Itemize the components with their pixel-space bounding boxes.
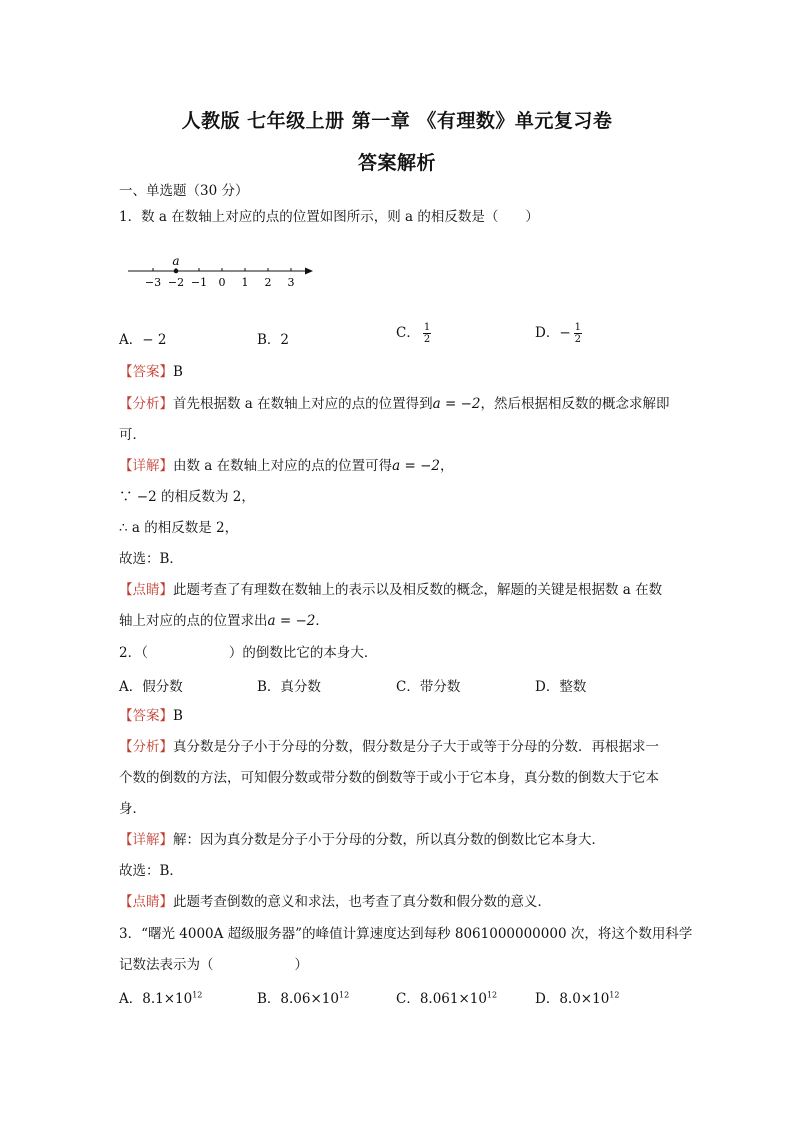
number-line-point-label: a [172, 254, 180, 268]
fraction: $\frac{1}{2}$ [423, 322, 431, 345]
number-line-tick-label: 0 [218, 276, 226, 289]
page-subtitle: 答案解析 [357, 152, 436, 174]
q3-stem-cont: 记数法表示为（ ） [119, 957, 308, 973]
q3-option-c: C．$8.061\times 10^{12}$ [396, 990, 498, 1007]
number-line-tick-label: 3 [287, 276, 295, 289]
number-line-tick-label: −1 [190, 276, 208, 289]
q1-choose: 故选：B． [119, 551, 183, 567]
page-title: 人教版 七年级上册 第一章 《有理数》单元复习卷 [181, 110, 613, 132]
section-heading: 一、单选题（30 分） [119, 183, 249, 199]
q3-option-d: D．$8.0\times 10^{12}$ [535, 990, 620, 1007]
q2-option-b: B．真分数 [257, 679, 321, 695]
q1-comment-cont: 轴上对应的点的位置求出a = −2． [119, 613, 329, 629]
q2-choose: 故选：B． [119, 863, 183, 879]
q3-option-b: B．$8.06\times 10^{12}$ [257, 990, 350, 1007]
fraction: $\frac{1}{2}$ [574, 322, 582, 345]
q2-option-a: A．假分数 [119, 679, 183, 695]
number-line-tick-label: 1 [241, 276, 249, 289]
q1-answer: 【答案】B [119, 364, 183, 380]
q1-detail: 【详解】由数 a 在数轴上对应的点的位置可得a = −2， [119, 458, 454, 474]
q2-analysis: 【分析】真分数是分子小于分母的分数，假分数是分子大于或等于分母的分数．再根据求一 [119, 739, 659, 755]
q2-analysis-cont: 个数的倒数的方法，可知假分数或带分数的倒数等于或小于它本身，真分数的倒数大于它本 [119, 770, 659, 786]
number-line-tick-label: 2 [264, 276, 272, 289]
number-line-diagram [125, 252, 320, 292]
number-line-tick-label: −2 [167, 276, 185, 289]
q1-analysis: 【分析】首先根据数 a 在数轴上对应的点的位置得到a = −2，然后根据相反数的概念求解即 [119, 396, 670, 412]
q1-option-b: B．2 [257, 332, 290, 348]
number-line-point [174, 269, 179, 274]
q2-option-c: C．带分数 [396, 679, 461, 695]
q1-step-1: ∵ −2 的相反数为 2， [119, 489, 255, 505]
q2-comment: 【点睛】此题考查倒数的意义和求法，也考查了真分数和假分数的意义． [119, 894, 551, 910]
q2-answer: 【答案】B [119, 708, 183, 724]
q1-option-a: A．− 2 [119, 332, 167, 348]
q2-analysis-cont-2: 身． [119, 801, 146, 817]
q3-option-a: A．$8.1\times 10^{12}$ [119, 990, 203, 1007]
q1-step-2: ∴ a 的相反数是 2， [119, 520, 239, 536]
number-line-arrow [305, 268, 313, 275]
q1-option-d: D．− $\frac{1}{2}$ [535, 322, 582, 345]
q1-comment: 【点睛】此题考查了有理数在数轴上的表示以及相反数的概念，解题的关键是根据数 a 在数 [119, 582, 663, 598]
q3-stem: 3．“曙光 4000A 超级服务器”的峰值计算速度达到每秒 8061000000000 次，将这个数用科学 [119, 926, 693, 942]
q1-option-c: C． $\frac{1}{2}$ [396, 322, 431, 345]
q1-analysis-cont: 可． [119, 427, 146, 443]
q1-stem: 1．数 a 在数轴上对应的点的位置如图所示，则 a 的相反数是（ ） [119, 209, 539, 225]
number-line-tick-label: −3 [144, 276, 162, 289]
q2-stem: 2．（ ）的倒数比它的本身大． [119, 645, 378, 661]
q2-detail: 【详解】解：因为真分数是分子小于分母的分数，所以真分数的倒数比它本身大． [119, 832, 605, 848]
q2-option-d: D．整数 [535, 679, 587, 695]
